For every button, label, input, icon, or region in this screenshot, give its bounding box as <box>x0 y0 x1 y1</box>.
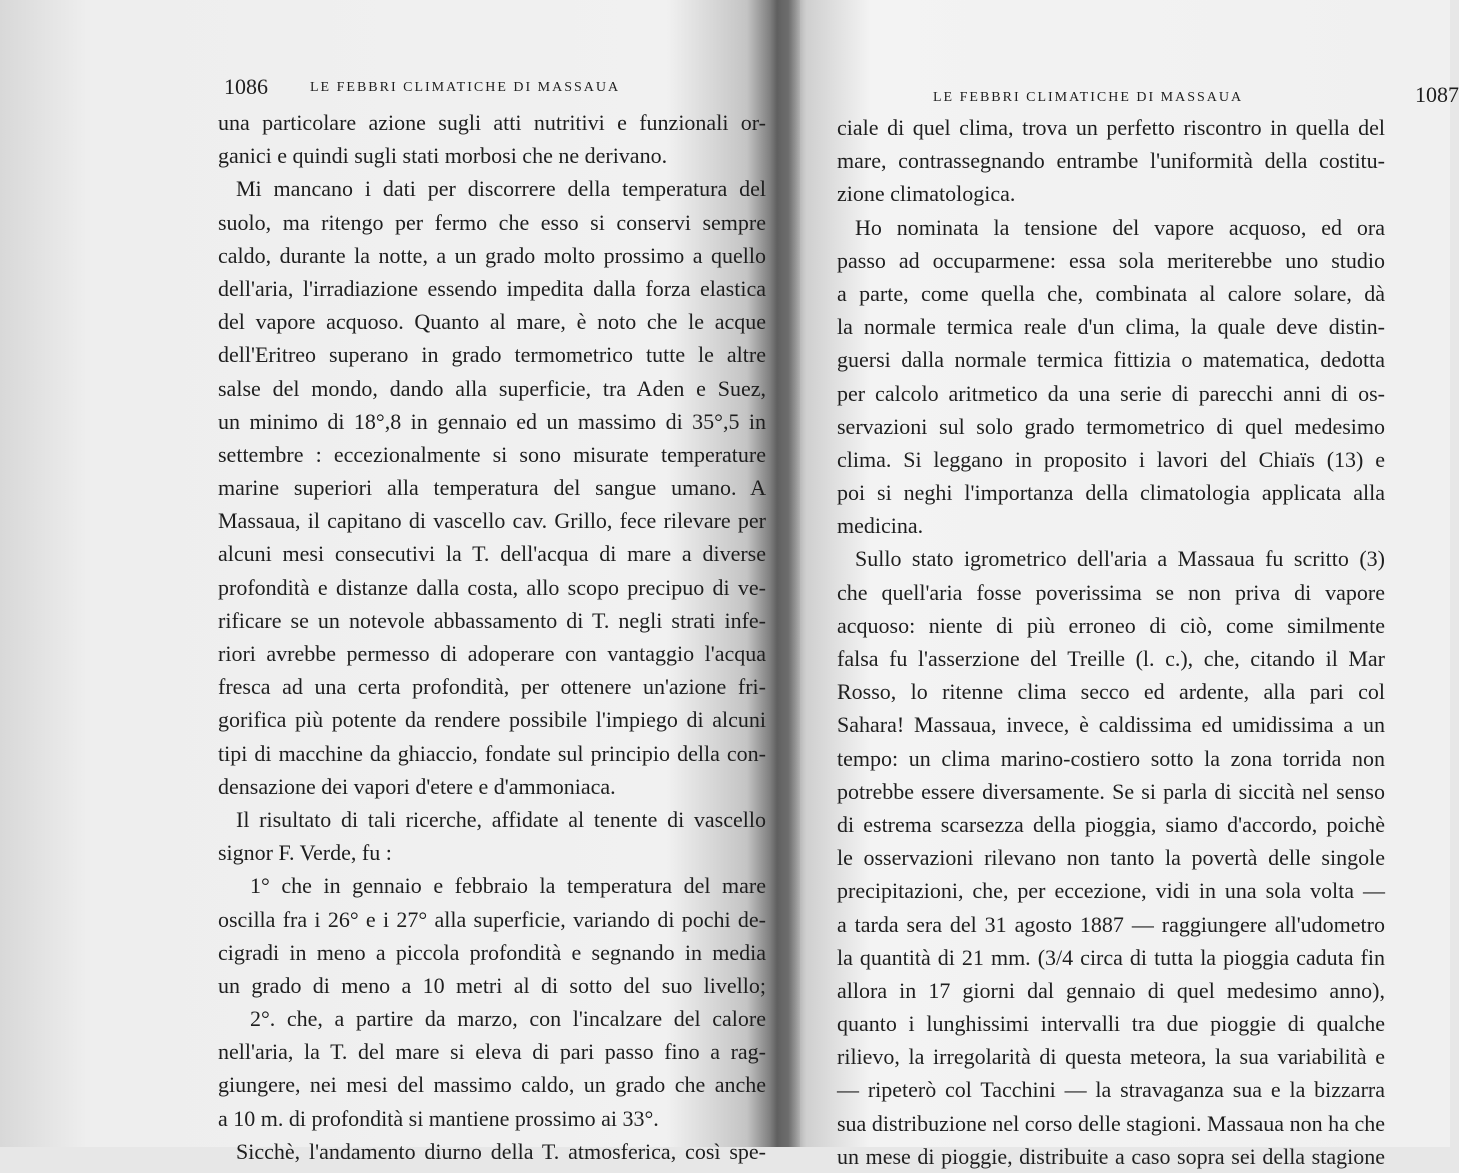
text-line: le osservazioni rilevano non tanto la povertà delle singole <box>837 845 1385 871</box>
text-line: servazioni sul solo grado termometrico di quel medesimo <box>837 413 1385 439</box>
text-line: ganici e quindi sugli stati morbosi che ne derivano. <box>218 143 668 169</box>
text-line: zione climatologica. <box>837 181 1016 207</box>
text-line: Ho nominata la tensione del vapore acquoso, ed ora <box>855 214 1385 240</box>
text-line: precipitazioni, che, per eccezione, vidi in una sola volta — <box>837 878 1385 904</box>
text-line: un mese di pioggie, distribuite a caso sopra sei della stagione <box>837 1143 1385 1169</box>
text-line: oscilla fra i 26° e i 27° alla superficie, variando di pochi de- <box>218 906 766 932</box>
text-line: a 10 m. di profondità si mantiene prossimo ai 33°. <box>218 1105 659 1131</box>
text-line: una particolare azione sugli atti nutritivi e funzionali or- <box>218 110 766 135</box>
text-line: a tarda sera del 31 agosto 1887 — raggiungere all'udometro <box>837 911 1385 937</box>
text-line: dell'aria, l'irradiazione essendo impedita dalla forza elastica <box>218 275 766 301</box>
text-line: marine superiori alla temperatura del sangue umano. A <box>218 475 766 501</box>
running-head: LE FEBBRI CLIMATICHE DI MASSAUA <box>933 90 1244 105</box>
text-line: Il risultato di tali ricerche, affidate al tenente di vascello <box>236 806 766 832</box>
text-line: la normale termica reale d'un clima, la quale deve distin- <box>837 314 1385 340</box>
text-line: tempo: un clima marino-costiero sotto la zona torrida non <box>837 745 1385 771</box>
text-line: suolo, ma ritengo per fermo che esso si conservi sempre <box>218 209 766 235</box>
text-line: riori avrebbe permesso di adoperare con vantaggio l'acqua <box>218 641 766 666</box>
text-line: di estrema scarsezza della pioggia, siamo d'accordo, poichè <box>837 811 1385 837</box>
text-line: Sullo stato igrometrico dell'aria a Massaua fu scritto (3) <box>855 546 1385 572</box>
text-line: Rosso, lo ritenne clima secco ed ardente, alla pari col <box>837 679 1385 705</box>
text-line: allora in 17 giorni dal gennaio di quel medesimo anno), <box>837 977 1385 1003</box>
text-line: gorifica più potente da rendere possibile l'impiego di alcuni <box>218 707 766 733</box>
text-line: Mi mancano i dati per discorrere della temperatura del <box>236 176 766 202</box>
text-line: quanto i lunghissimi intervalli tra due pioggie di qualche <box>837 1011 1385 1037</box>
running-head: LE FEBBRI CLIMATICHE DI MASSAUA <box>310 80 621 95</box>
text-line: un minimo di 18°,8 in gennaio ed un massimo di 35°,5 in <box>218 408 766 434</box>
text-line: rificare se un notevole abbassamento di T. negli strati infe- <box>218 607 766 633</box>
text-line: Sahara! Massaua, invece, è caldissima ed umidissima a un <box>837 712 1385 738</box>
text-line: — ripeterò col Tacchini — la stravaganza sua e la bizzarra <box>837 1077 1385 1103</box>
text-line: signor F. Verde, fu : <box>218 840 392 866</box>
text-line: dell'Eritreo superano in grado termometrico tutte le altre <box>218 342 766 368</box>
text-line: settembre : eccezionalmente si sono misurate temperature <box>218 441 766 467</box>
text-line: passo ad occuparmene: essa sola meriterebbe uno studio <box>837 247 1385 273</box>
text-line: medicina. <box>837 513 924 539</box>
text-line: sua distribuzione nel corso delle stagioni. Massaua non ha che <box>837 1110 1385 1136</box>
text-line: clima. Si leggano in proposito i lavori del Chiaïs (13) e <box>837 446 1385 472</box>
text-line: 2°. che, a partire da marzo, con l'incalzare del calore <box>250 1006 766 1032</box>
text-line: potrebbe essere diversamente. Se si parla di siccità nel senso <box>837 778 1385 804</box>
text-line: densazione dei vapori d'etere e d'ammoniaca. <box>218 773 616 799</box>
text-line: caldo, durante la notte, a un grado molto prossimo a quello <box>218 242 766 268</box>
text-line: cigradi in meno a piccola profondità e segnando in media <box>218 939 766 965</box>
text-line: 1° che in gennaio e febbraio la temperatura del mare <box>250 873 766 899</box>
text-line: la quantità di 21 mm. (3/4 circa di tutta la pioggia caduta fin <box>837 944 1385 970</box>
page-number: 1086 <box>224 74 268 99</box>
text-line: guersi dalla normale termica fittizia o matematica, dedotta <box>837 347 1385 373</box>
text-line: salse del mondo, dando alla superficie, tra Aden e Suez, <box>218 375 766 401</box>
text-line: profondità e distanze dalla costa, allo scopo precipuo di ve- <box>218 574 766 600</box>
text-line: giungere, nei mesi del massimo caldo, un grado che anche <box>218 1072 766 1098</box>
page-number: 1087 <box>1415 82 1459 107</box>
text-line: a parte, come quella che, combinata al calore solare, dà <box>837 280 1385 306</box>
page-body <box>218 106 766 1168</box>
text-line: un grado di meno a 10 metri al di sotto del suo livello; <box>218 972 766 998</box>
text-line: poi si neghi l'importanza della climatologia applicata alla <box>837 480 1385 506</box>
text-line: del vapore acquoso. Quanto al mare, è noto che le acque <box>218 309 766 335</box>
text-line: ciale di quel clima, trova un perfetto riscontro in quella del <box>837 115 1385 140</box>
text-line: fresca ad una certa profondità, per ottenere un'azione fri- <box>218 674 766 700</box>
text-line: acquoso: niente di più erroneo di ciò, come similmente <box>837 612 1385 638</box>
text-line: mare, contrassegnando entrambe l'uniformità della costitu- <box>837 148 1385 174</box>
page-body <box>837 111 1385 1173</box>
right-page <box>785 0 1459 1169</box>
text-line: Massaua, il capitano di vascello cav. Grillo, fece rilevare per <box>218 508 766 534</box>
text-line: per calcolo aritmetico da una serie di parecchi anni di os- <box>837 380 1385 406</box>
text-line: nell'aria, la T. del mare si eleva di pari passo fino a rag- <box>218 1039 766 1065</box>
text-line: rilievo, la irregolarità di questa meteora, la sua variabilità e <box>837 1044 1385 1070</box>
text-line: falsa fu l'asserzione del Treille (l. c.), che, citando il Mar <box>837 646 1385 671</box>
text-line: Sicchè, l'andamento diurno della T. atmosferica, così spe- <box>236 1138 766 1164</box>
text-line: tipi di macchine da ghiaccio, fondate sul principio della con- <box>218 740 766 766</box>
text-line: che quell'aria fosse poverissima se non priva di vapore <box>837 579 1385 605</box>
text-line: alcuni mesi consecutivi la T. dell'acqua di mare a diverse <box>218 541 766 567</box>
